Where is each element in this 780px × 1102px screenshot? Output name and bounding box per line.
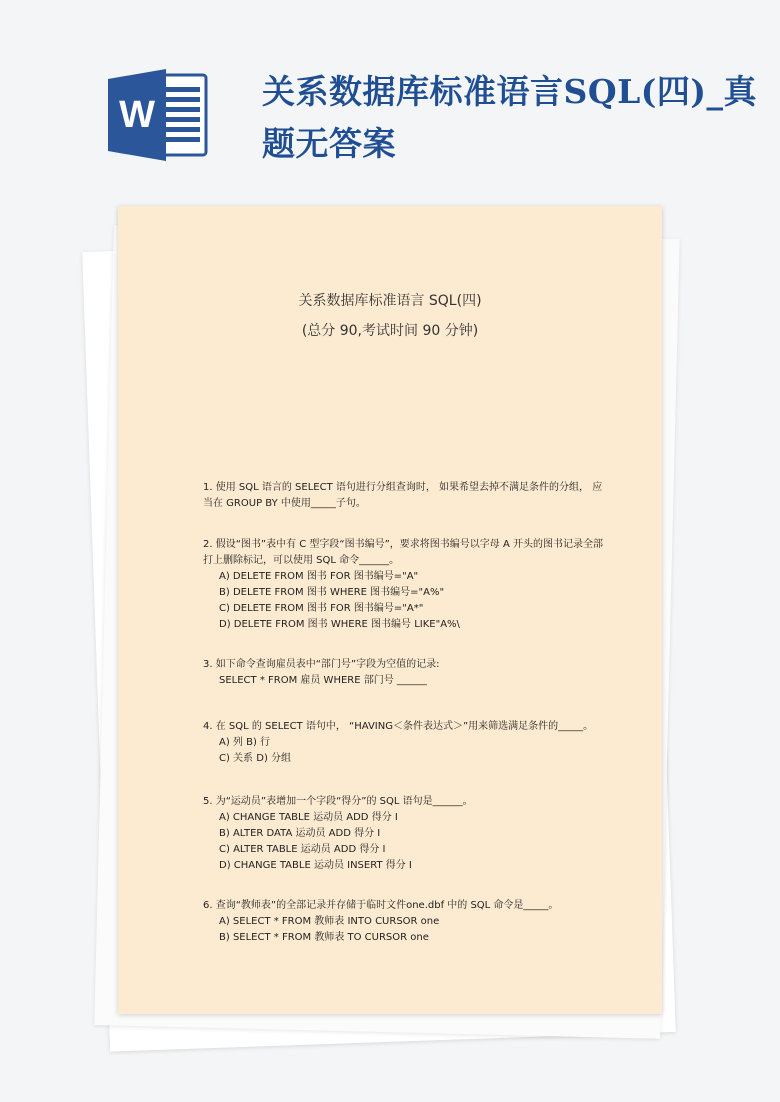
question-option: D) CHANGE TABLE 运动员 INSERT 得分 I <box>219 860 412 871</box>
question-option: B) ALTER DATA 运动员 ADD 得分 I <box>219 828 381 839</box>
question-option: C) ALTER TABLE 运动员 ADD 得分 I <box>219 844 386 855</box>
question-option: D) DELETE FROM 图书 WHERE 图书编号 LIKE"A%\ <box>219 619 460 630</box>
document-page <box>118 206 662 1014</box>
question-option: A) 列 B) 行 <box>219 737 271 748</box>
question-stem: 3. 如下命令查询雇员表中“部门号”字段为空值的记录: <box>203 659 440 670</box>
question-stem: 5. 为“运动员”表增加一个字段“得分”的 SQL 语句是______。 <box>203 796 473 807</box>
question-stem: 4. 在 SQL 的 SELECT 语句中， “HAVING＜条件表达式＞”用来筛选满足条件的_____。 <box>203 721 594 732</box>
question-option: C) DELETE FROM 图书 FOR 图书编号="A*" <box>219 603 424 614</box>
page-header <box>0 0 780 200</box>
question-option: B) SELECT * FROM 教师表 TO CURSOR one <box>219 932 429 943</box>
question-1 <box>203 480 608 512</box>
question-5 <box>203 794 608 874</box>
word-document-icon <box>108 69 208 161</box>
page-title: 关系数据库标准语言SQL(四)_真题无答案 <box>262 72 758 163</box>
question-option: A) SELECT * FROM 教师表 INTO CURSOR one <box>219 916 440 927</box>
question-option: B) DELETE FROM 图书 WHERE 图书编号="A%" <box>219 587 445 598</box>
question-option: C) 关系 D) 分组 <box>219 753 292 764</box>
document-title: 关系数据库标准语言 SQL(四) <box>298 293 482 309</box>
question-option: A) CHANGE TABLE 运动员 ADD 得分 I <box>219 812 398 823</box>
question-4 <box>203 719 608 767</box>
question-2 <box>203 537 608 633</box>
question-stem: 2. 假设“图书”表中有 C 型字段“图书编号”，要求将图书编号以字母 A 开头的图书记录全部打上删除标记，可以使用 SQL 命令______。 <box>203 539 603 566</box>
question-stem: 6. 查询“教师表”的全部记录并存储于临时文件one.dbf 中的 SQL 命令是_____。 <box>203 900 559 911</box>
question-3 <box>203 657 608 689</box>
document-subtitle: (总分 90,考试时间 90 分钟) <box>301 323 479 339</box>
question-option: A) DELETE FROM 图书 FOR 图书编号="A" <box>219 571 419 582</box>
question-option: SELECT * FROM 雇员 WHERE 部门号 ______ <box>219 675 427 686</box>
svg-text:W: W <box>119 94 155 136</box>
question-6 <box>203 898 608 946</box>
question-stem: 1. 使用 SQL 语言的 SELECT 语句进行分组查询时， 如果希望去掉不满足条件的分组， 应当在 GROUP BY 中使用_____子句。 <box>203 482 603 509</box>
